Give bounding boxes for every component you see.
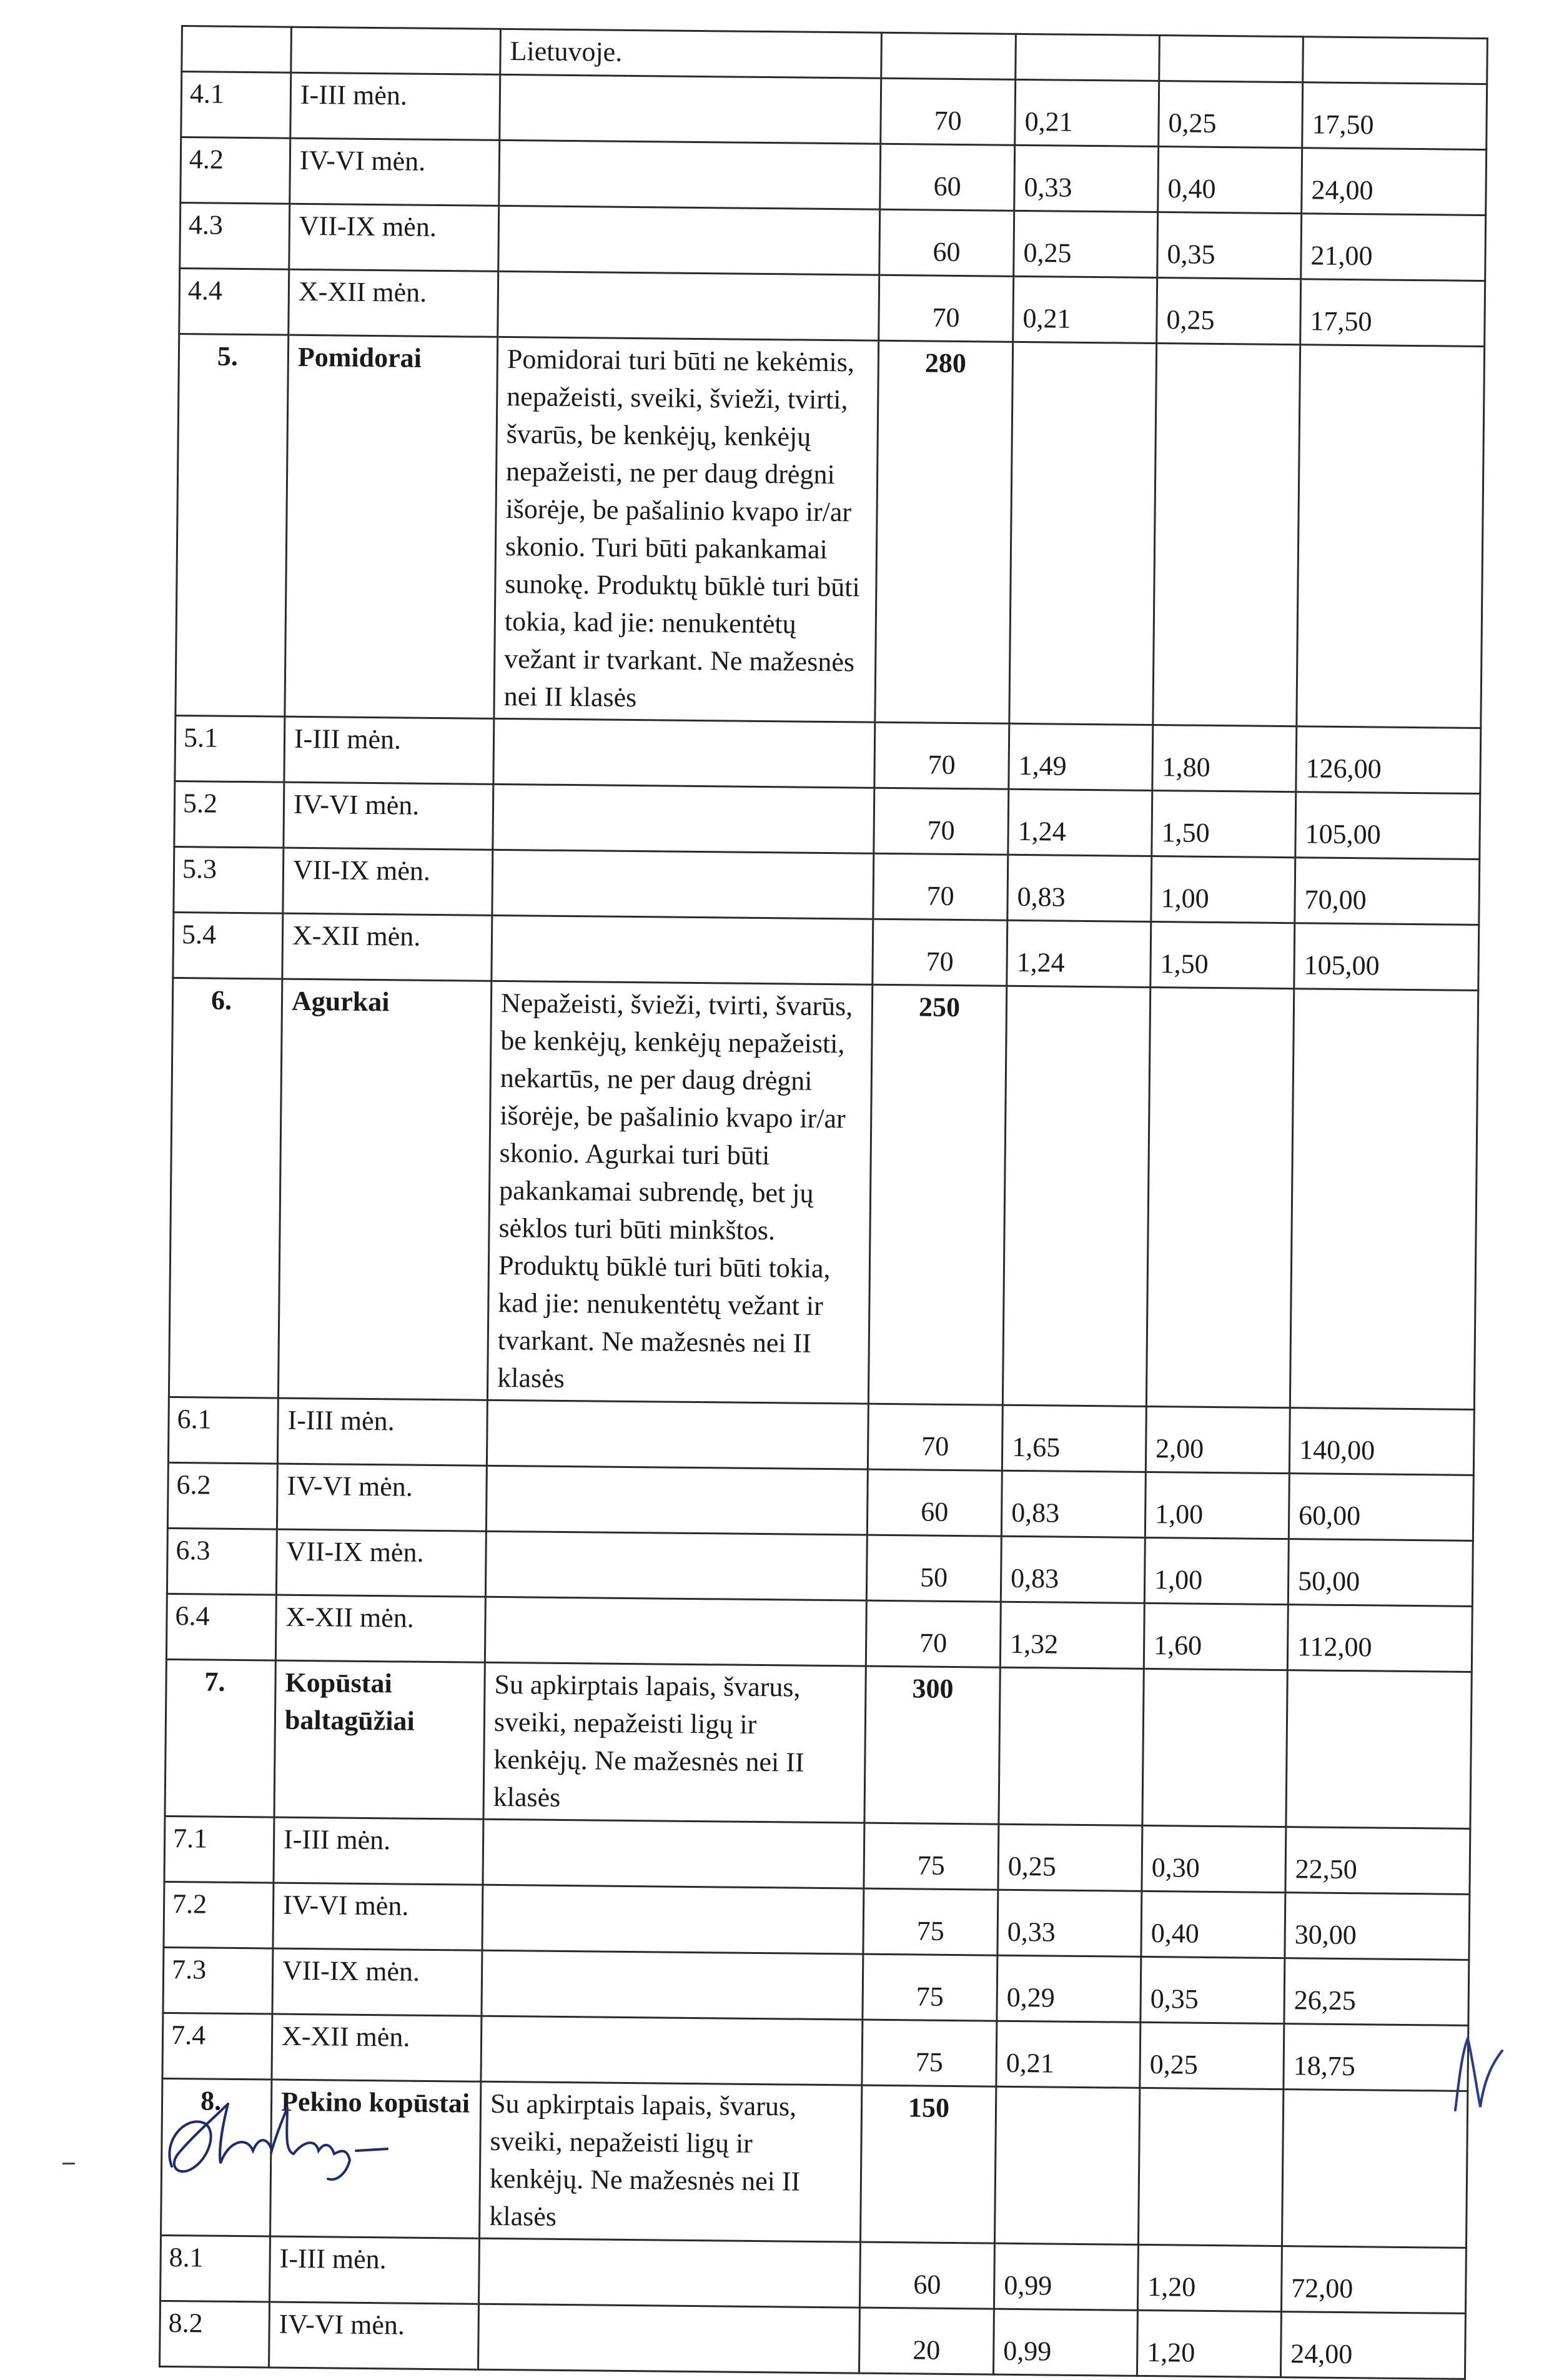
- product-total-quantity: 300: [864, 1666, 1000, 1824]
- cell-total: [1303, 37, 1488, 84]
- cell-price-2: [1142, 1668, 1287, 1827]
- period-number: 6.1: [168, 1397, 278, 1464]
- period-label: VII-IX mėn.: [289, 204, 499, 271]
- period-total: 17,50: [1300, 279, 1485, 347]
- period-number: 6.4: [166, 1594, 276, 1660]
- period-price-2: 1,00: [1145, 1472, 1289, 1539]
- cell-description: [481, 2016, 863, 2085]
- period-price-1: 0,33: [997, 1890, 1142, 1956]
- cell-description: [487, 1400, 868, 1469]
- cell-price-2: [1159, 36, 1304, 82]
- period-quantity: 70: [874, 788, 1009, 855]
- period-price-2: 0,35: [1141, 1956, 1285, 2023]
- period-number: 7.3: [163, 1947, 273, 2014]
- period-label: X-XII mėn.: [275, 1595, 485, 1662]
- product-name: Kopūstai baltagūžiai: [274, 1660, 485, 1819]
- period-total: 70,00: [1295, 858, 1480, 925]
- period-price-1: 0,29: [997, 1955, 1141, 2022]
- period-quantity: 70: [873, 919, 1007, 986]
- period-price-1: 0,83: [1001, 1536, 1145, 1603]
- period-number: 4.2: [181, 137, 290, 204]
- period-row: [164, 1882, 1470, 1960]
- period-quantity: 75: [864, 1823, 999, 1890]
- period-price-2: 1,60: [1144, 1603, 1288, 1670]
- period-label: X-XII mėn.: [289, 269, 498, 337]
- period-price-2: 1,50: [1151, 921, 1295, 988]
- cell-price-2: [1153, 344, 1300, 726]
- cell-price-1: [1016, 34, 1160, 81]
- period-row: [163, 1947, 1469, 2025]
- product-number: 5.: [176, 334, 289, 716]
- cell-description: [482, 1950, 863, 2020]
- cell-number: [182, 26, 292, 73]
- period-row: [174, 781, 1480, 859]
- period-quantity: 70: [874, 722, 1009, 789]
- period-price-2: 1,20: [1137, 2310, 1281, 2377]
- product-total-quantity: 250: [868, 984, 1006, 1405]
- cell-price-1: [999, 1667, 1144, 1825]
- period-total: 17,50: [1302, 82, 1487, 150]
- product-number: 7.: [165, 1659, 275, 1817]
- period-price-1: 0,21: [996, 2021, 1141, 2088]
- product-name: Pomidorai: [285, 335, 498, 718]
- period-row: [173, 912, 1479, 990]
- cell-description: [485, 1531, 867, 1600]
- cell-description: [483, 1819, 864, 1888]
- product-total-quantity: 280: [875, 340, 1013, 723]
- cell-total: [1297, 345, 1485, 728]
- product-table-body: [160, 26, 1488, 2379]
- period-price-2: 2,00: [1146, 1406, 1290, 1473]
- period-total: 72,00: [1281, 2246, 1466, 2314]
- period-quantity: 75: [863, 1954, 997, 2021]
- cell-price-2: [1146, 987, 1294, 1407]
- period-price-1: 1,24: [1007, 920, 1151, 987]
- period-label: I-III mėn.: [277, 1398, 487, 1465]
- period-price-1: 0,25: [998, 1824, 1142, 1891]
- cell-description: [492, 850, 874, 919]
- period-label: I-III mėn.: [274, 1817, 483, 1885]
- period-row: [181, 72, 1487, 150]
- period-row: [162, 2013, 1468, 2091]
- cell-description: [486, 1465, 868, 1535]
- period-price-2: 1,00: [1144, 1537, 1289, 1604]
- period-total: 60,00: [1289, 1474, 1473, 1541]
- period-total: 112,00: [1287, 1605, 1472, 1672]
- period-row: [160, 2301, 1466, 2379]
- handwritten-signature: [159, 2091, 397, 2185]
- cell-quantity: [881, 32, 1016, 79]
- cell-description: [498, 206, 880, 275]
- period-price-2: 0,40: [1158, 147, 1302, 214]
- cell-description: [479, 2238, 861, 2308]
- period-row: [161, 2235, 1467, 2313]
- period-row: [175, 715, 1481, 793]
- product-name: Agurkai: [278, 979, 491, 1400]
- period-label: IV-VI mėn.: [284, 782, 493, 850]
- cell-total: [1282, 2090, 1467, 2248]
- period-quantity: 75: [863, 1888, 998, 1955]
- cell-description: [500, 74, 881, 144]
- product-number: 8.: [161, 2078, 272, 2236]
- period-price-1: 0,99: [994, 2243, 1138, 2310]
- cell-price-1: [1002, 986, 1150, 1406]
- period-price-2: 0,30: [1142, 1825, 1286, 1892]
- period-price-1: 0,33: [1014, 145, 1159, 212]
- period-price-1: 1,32: [1000, 1602, 1144, 1668]
- period-number: 8.2: [160, 2301, 270, 2368]
- period-price-1: 0,83: [1001, 1470, 1146, 1537]
- period-number: 8.1: [161, 2235, 270, 2302]
- period-label: IV-VI mėn.: [273, 1883, 483, 1950]
- period-number: 6.2: [167, 1462, 277, 1529]
- period-row: [168, 1397, 1474, 1475]
- period-number: 4.4: [179, 268, 289, 335]
- period-quantity: 60: [859, 2242, 994, 2309]
- period-quantity: 50: [866, 1535, 1001, 1602]
- product-row: [176, 334, 1485, 728]
- period-row: [181, 137, 1487, 216]
- period-number: 7.4: [162, 2013, 272, 2080]
- period-label: VII-IX mėn.: [272, 1948, 482, 2016]
- product-row: [165, 1659, 1472, 1828]
- period-row: [174, 846, 1480, 925]
- product-requirements: Nepažeisti, švieži, tvirti, švarūs, be kenkėjų, kenkėjų nepažeisti, nekartūs, ne per daug drėgni išorėje, be pašalinio kvapo ir/ar skonio. Agurkai turi būti pakankamai subrendę, bet jų sėklos turi būti minkštos. Produktų būklė turi būti tokia, kad jie: nenukentėtų vežant ir tvarkant. Ne mažesnės nei II klasės: [487, 981, 872, 1404]
- period-label: X-XII mėn.: [272, 2014, 482, 2081]
- period-total: 50,00: [1288, 1539, 1473, 1607]
- period-total: 21,00: [1301, 214, 1486, 281]
- handwritten-initials: [1443, 2029, 1512, 2123]
- cell-description: [485, 1597, 866, 1666]
- period-total: 105,00: [1295, 792, 1480, 860]
- cell-description: [499, 140, 881, 209]
- cell-description: Lietuvoje.: [500, 29, 882, 78]
- period-quantity: 70: [881, 78, 1016, 145]
- period-price-2: 0,25: [1157, 278, 1301, 345]
- document-page: [159, 25, 1487, 2380]
- product-name: Pekino kopūstai: [270, 2080, 481, 2238]
- cell-total: [1286, 1670, 1472, 1829]
- period-row: [166, 1594, 1472, 1672]
- period-price-1: 1,65: [1002, 1405, 1146, 1472]
- period-price-1: 0,25: [1014, 211, 1158, 277]
- period-total: 26,25: [1284, 1958, 1469, 2026]
- cell-description: [493, 784, 874, 853]
- period-row: [180, 203, 1486, 281]
- period-quantity: 70: [866, 1600, 1001, 1667]
- period-total: 24,00: [1280, 2312, 1465, 2379]
- period-label: I-III mėn.: [270, 2236, 480, 2304]
- product-requirements: Su apkirptais lapais, švarus, sveiki, nepažeisti ligų ir kenkėjų. Ne mažesnės nei II klasės: [483, 1662, 866, 1823]
- period-label: IV-VI mėn.: [269, 2302, 479, 2369]
- period-price-1: 1,49: [1009, 723, 1153, 790]
- period-label: IV-VI mėn.: [277, 1464, 487, 1531]
- period-total: 140,00: [1289, 1408, 1474, 1475]
- period-quantity: 20: [859, 2308, 994, 2374]
- period-price-2: 0,35: [1157, 212, 1302, 279]
- period-price-2: 0,25: [1159, 81, 1303, 148]
- period-label: VII-IX mėn.: [283, 848, 493, 915]
- period-label: X-XII mėn.: [282, 913, 492, 981]
- product-requirements: Su apkirptais lapais, švarus, sveiki, nepažeisti ligų ir kenkėjų. Ne mažesnės nei II klasės: [480, 2081, 862, 2242]
- period-number: 7.2: [164, 1882, 274, 1948]
- cell-price-1: [994, 2086, 1139, 2244]
- product-total-quantity: 150: [860, 2085, 996, 2243]
- product-table: [159, 25, 1488, 2380]
- cell-description: [478, 2304, 859, 2373]
- period-label: I-III mėn.: [290, 72, 500, 140]
- margin-mark: [62, 2163, 75, 2164]
- period-row: [179, 268, 1485, 346]
- period-number: 4.1: [181, 72, 291, 139]
- period-number: 5.1: [175, 715, 285, 782]
- period-quantity: 60: [880, 144, 1015, 211]
- period-quantity: 70: [873, 853, 1008, 920]
- period-quantity: 75: [862, 2020, 997, 2086]
- product-row: [169, 978, 1478, 1409]
- cell-description: [498, 271, 879, 340]
- period-number: 5.2: [174, 781, 284, 848]
- period-number: 5.3: [174, 846, 284, 913]
- period-number: 6.3: [167, 1528, 277, 1595]
- period-total: 126,00: [1296, 726, 1481, 794]
- period-label: I-III mėn.: [284, 716, 494, 784]
- period-label: IV-VI mėn.: [290, 138, 500, 206]
- cell-period: [291, 27, 501, 74]
- period-number: 4.3: [180, 203, 290, 270]
- period-price-1: 0,21: [1013, 276, 1157, 343]
- period-price-2: 1,20: [1137, 2244, 1282, 2311]
- period-quantity: 70: [868, 1404, 1002, 1470]
- period-price-1: 1,24: [1008, 789, 1152, 856]
- period-quantity: 70: [879, 275, 1014, 342]
- period-row: [164, 1816, 1470, 1894]
- period-label: VII-IX mėn.: [276, 1529, 486, 1597]
- period-number: 7.1: [164, 1816, 274, 1883]
- period-quantity: 60: [879, 209, 1014, 276]
- period-total: 18,75: [1284, 2024, 1468, 2091]
- period-price-2: 1,50: [1152, 790, 1296, 857]
- period-price-2: 0,40: [1141, 1891, 1285, 1958]
- cell-price-1: [1009, 342, 1157, 725]
- product-requirements: Pomidorai turi būti ne kekėmis, nepažeisti, sveiki, švieži, tvirti, švarūs, be kenkėjų, kenkėjų nepažeisti, ne per daug drėgni išorėje, be pašalinio kvapo ir/ar skonio. Turi būti pakankamai sunokę. Produktų būklė turi būti tokia, kad jie: nenukentėtų vežant ir tvarkant. Ne mažesnės nei II klasės: [494, 337, 879, 722]
- period-row: [167, 1462, 1473, 1540]
- period-total: 30,00: [1285, 1893, 1470, 1960]
- period-price-2: 1,00: [1151, 856, 1295, 923]
- period-quantity: 60: [867, 1469, 1002, 1536]
- period-total: 22,50: [1285, 1827, 1470, 1895]
- period-row: [167, 1528, 1473, 1606]
- period-price-2: 0,25: [1140, 2022, 1284, 2089]
- period-price-2: 1,80: [1152, 725, 1297, 791]
- period-total: 105,00: [1294, 923, 1479, 991]
- period-price-1: 0,99: [993, 2309, 1137, 2376]
- cell-description: [492, 915, 873, 984]
- cell-price-2: [1138, 2088, 1283, 2246]
- period-number: 5.4: [173, 912, 283, 979]
- period-total: 24,00: [1302, 148, 1487, 216]
- cell-description: [493, 718, 875, 788]
- product-number: 6.: [169, 978, 282, 1398]
- period-price-1: 0,83: [1007, 855, 1152, 921]
- cell-description: [482, 1885, 864, 1954]
- period-price-1: 0,21: [1015, 79, 1159, 146]
- cell-total: [1290, 989, 1478, 1410]
